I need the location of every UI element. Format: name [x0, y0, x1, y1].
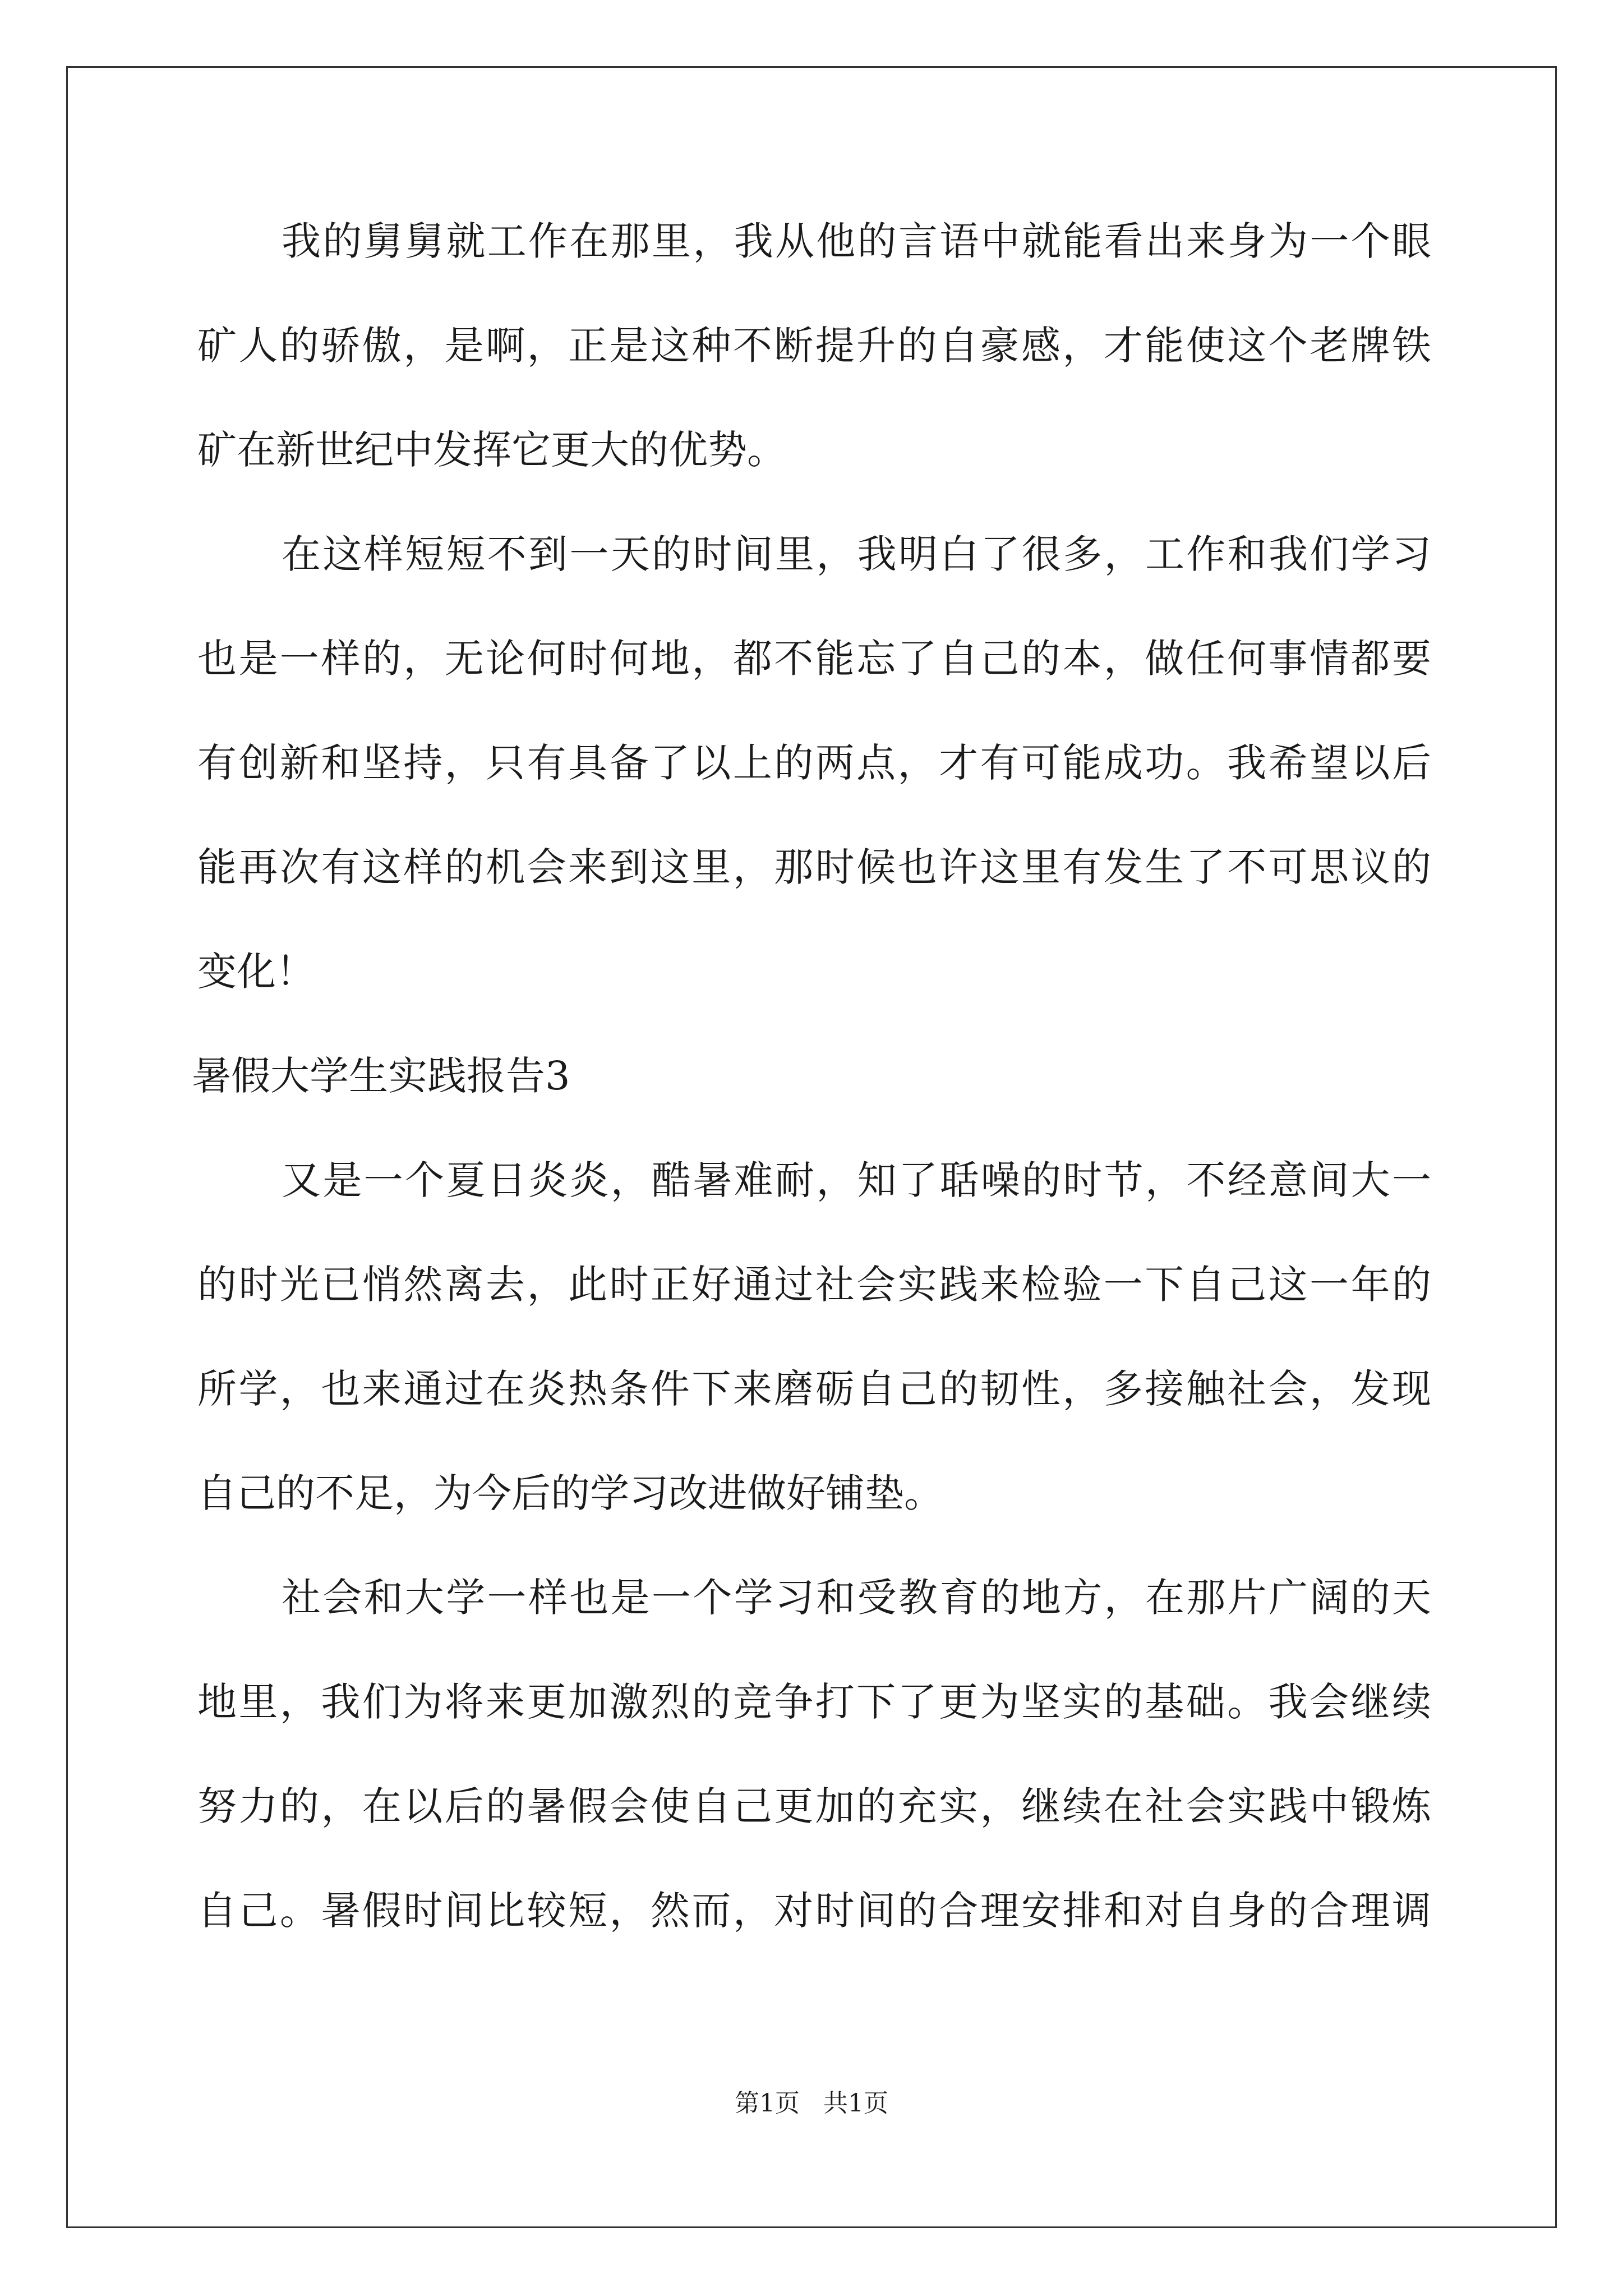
- section-paragraph-1-line-1: 又是一个夏日炎炎，酷暑难耐，知了聒噪的时节，不经意间大一: [282, 1157, 1431, 1203]
- section-paragraph-1-line-4: 自己的不足，为今后的学习改进做好铺垫。: [197, 1470, 943, 1516]
- paragraph-2-line-4: 能再次有这样的机会来到这里，那时候也许这里有发生了不可思议的: [197, 844, 1431, 890]
- page-footer: [0, 2087, 1623, 2120]
- paragraph-2-line-3: 有创新和坚持，只有具备了以上的两点，才有可能成功。我希望以后: [197, 740, 1431, 786]
- section-paragraph-2-line-4: 自己。暑假时间比较短，然而，对时间的合理安排和对自身的合理调: [197, 1888, 1431, 1934]
- page-number-current: 第1页: [735, 2089, 800, 2118]
- section-paragraph-2-line-1: 社会和大学一样也是一个学习和受教育的地方，在那片广阔的天: [282, 1575, 1431, 1621]
- page-number-total: 共1页: [823, 2089, 888, 2118]
- section-title: 暑假大学生实践报告3: [192, 1053, 570, 1099]
- section-paragraph-2-line-3: 努力的，在以后的暑假会使自己更加的充实，继续在社会实践中锻炼: [197, 1783, 1431, 1829]
- paragraph-2-line-1: 在这样短短不到一天的时间里，我明白了很多，工作和我们学习: [282, 531, 1431, 577]
- paragraph-1-line-3: 矿在新世纪中发挥它更大的优势。: [197, 427, 786, 473]
- section-paragraph-1-line-3: 所学，也来通过在炎热条件下来磨砺自己的韧性，多接触社会，发现: [197, 1366, 1431, 1412]
- section-paragraph-1-line-2: 的时光已悄然离去，此时正好通过社会实践来检验一下自己这一年的: [197, 1262, 1431, 1308]
- paragraph-1-line-1: 我的舅舅就工作在那里，我从他的言语中就能看出来身为一个眼: [282, 218, 1431, 264]
- section-paragraph-2-line-2: 地里，我们为将来更加激烈的竞争打下了更为坚实的基础。我会继续: [197, 1679, 1431, 1725]
- paragraph-2-line-5: 变化！: [197, 949, 315, 995]
- paragraph-2-line-2: 也是一样的，无论何时何地，都不能忘了自己的本，做任何事情都要: [197, 636, 1431, 682]
- paragraph-1-line-2: 矿人的骄傲，是啊，正是这种不断提升的自豪感，才能使这个老牌铁: [197, 323, 1431, 369]
